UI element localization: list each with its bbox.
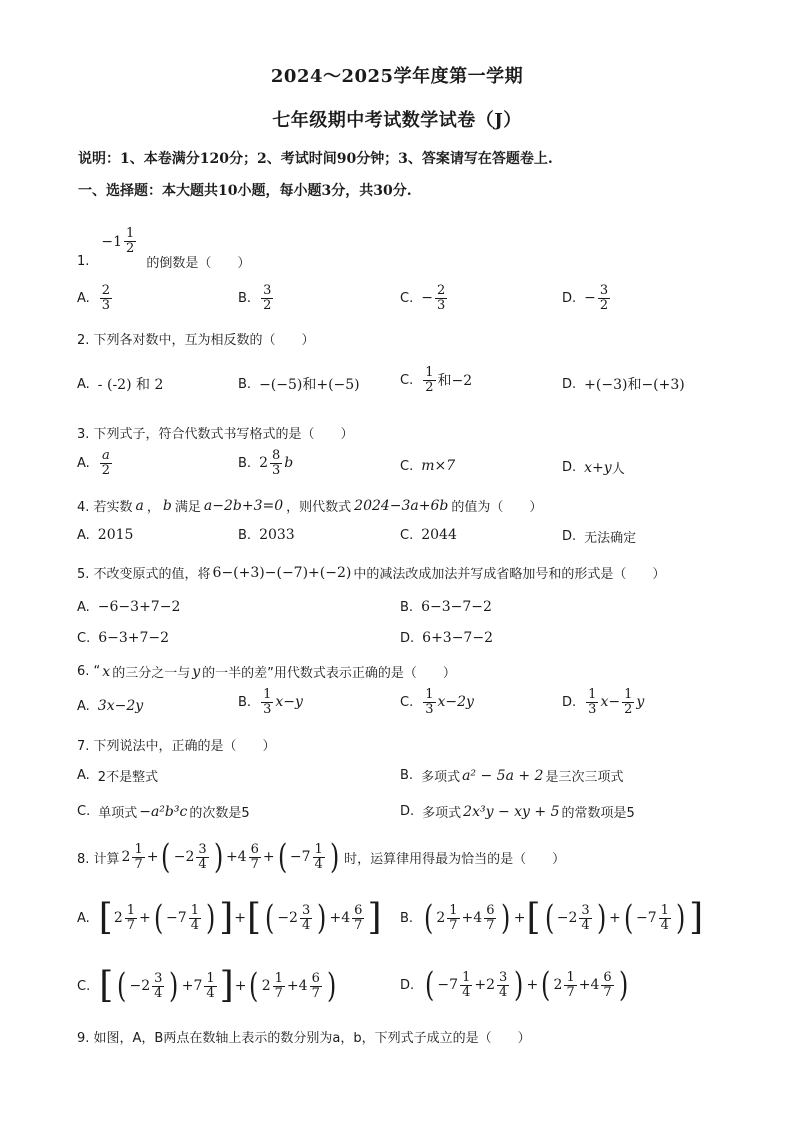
question-3: 3. 下列式子，符合代数式书写格式的是（ ）	[77, 427, 354, 442]
question-6: 6. “ x 的三分之一与 y 的一半的差”用代数式表示正确的是（ ）	[77, 663, 456, 681]
q6-option-a[interactable]: A. 3x−2y	[77, 698, 144, 714]
q4-option-b[interactable]: B. 2033	[238, 527, 295, 543]
q7-option-d[interactable]: D. 多项式 2x³y − xy + 5 的常数项是5	[400, 803, 635, 821]
q6-option-c[interactable]: C. $\frac{1}{3}$ x−2y	[400, 687, 474, 717]
q7-option-a[interactable]: A. 2不是整式	[77, 768, 159, 785]
q3-option-d[interactable]: D. x+y 人	[562, 459, 625, 477]
mixed-number: −1 $\frac{1}{2}$	[101, 226, 135, 256]
q8-option-c[interactable]: C. [ ( −2 $\frac{3}{4}$ ) + 7 $\frac{1}{4}$ ] + ( 2 $\frac{1}{7}$ + 4 $\frac{6}{7}$ )	[77, 965, 337, 1006]
question-number: 1.	[77, 254, 90, 269]
q2-option-b[interactable]: B. −(−5)和+(−5)	[238, 376, 360, 393]
question-5: 5. 不改变原式的值，将 6−(+3)−(−7)+(−2) 中的减法改成加法并写成省略加号和的形式是（ ）	[77, 564, 666, 582]
q5-option-d[interactable]: D. 6+3−7−2	[400, 630, 493, 646]
q6-option-d[interactable]: D. $\frac{1}{3}$ x− $\frac{1}{2}$ y	[562, 687, 645, 717]
q1-option-c[interactable]: C. − $\frac{2}{3}$	[400, 283, 446, 313]
q5-option-b[interactable]: B. 6−3−7−2	[400, 599, 492, 615]
exam-notes: 说明：1、本卷满分120分；2、考试时间90分钟；3、答案请写在答题卷上.	[78, 151, 553, 167]
q3-option-a[interactable]: A. $\frac{a}{2}$	[77, 448, 111, 478]
q4-option-d[interactable]: D. 无法确定	[562, 529, 637, 546]
question-8: 8. 计算 2 $\frac{1}{7}$ + ( −2 $\frac{3}{4}$ ) + 4 $\frac{6}{7}$ + ( −7 $\frac{1}{4}$ ) 时，运算律用得最为恰当的是（ ）	[77, 837, 566, 877]
exam-title-line2: 七年级期中考试数学试卷（J）	[272, 110, 522, 131]
q6-option-b[interactable]: B. $\frac{1}{3}$ x−y	[238, 687, 303, 717]
q2-option-a[interactable]: A. - (-2) 和 2	[77, 376, 164, 393]
question-4: 4. 若实数 a ， b 满足 a−2b+3=0 ，则代数式 2024−3a+6b 的值为（ ）	[77, 497, 543, 515]
q7-option-c[interactable]: C. 单项式 −a²b³c 的次数是5	[77, 803, 250, 821]
q4-option-a[interactable]: A. 2015	[77, 527, 134, 543]
q8-option-a[interactable]: A. [ 2 $\frac{1}{7}$ + ( −7 $\frac{1}{4}$ ) ] + [ ( −2 $\frac{3}{4}$ ) + 4 $\frac{6}{7}$ ]	[77, 897, 382, 938]
question-7: 7. 下列说法中，正确的是（ ）	[77, 739, 276, 754]
q1-option-b[interactable]: B. $\frac{3}{2}$	[238, 283, 272, 313]
q8-option-b[interactable]: B. ( 2 $\frac{1}{7}$ + 4 $\frac{6}{7}$ ) + [ ( −2 $\frac{3}{4}$ ) + ( −7 $\frac{1}{4}$ ) ]	[400, 897, 704, 938]
q2-option-d[interactable]: D. +(−3)和−(+3)	[562, 376, 685, 393]
question-1	[77, 226, 250, 271]
q4-option-c[interactable]: C. 2044	[400, 527, 457, 543]
question-2: 2. 下列各对数中，互为相反数的（ ）	[77, 333, 315, 348]
q1-option-d[interactable]: D. − $\frac{3}{2}$	[562, 283, 609, 313]
q5-option-c[interactable]: C. 6−3+7−2	[77, 630, 170, 646]
exam-title-line1: 2024～2025学年度第一学期	[270, 66, 524, 87]
q8-option-d[interactable]: D. ( −7 $\frac{1}{4}$ + 2 $\frac{3}{4}$ ) + ( 2 $\frac{1}{7}$ + 4 $\frac{6}{7}$ )	[400, 965, 628, 1005]
q3-option-b[interactable]: B. 2 $\frac{8}{3}$ b	[238, 448, 294, 478]
q7-option-b[interactable]: B. 多项式 a² − 5a + 2 是三次三项式	[400, 767, 624, 785]
q5-option-a[interactable]: A. −6−3+7−2	[77, 599, 181, 615]
question-text: 的倒数是（ ）	[146, 256, 251, 271]
q2-option-c[interactable]: C. $\frac{1}{2}$ 和−2	[400, 365, 473, 395]
q1-option-a[interactable]: A. $\frac{2}{3}$	[77, 283, 111, 313]
q8-expression: 2 $\frac{1}{7}$ + ( −2 $\frac{3}{4}$ ) + 4 $\frac{6}{7}$ + ( −7 $\frac{1}{4}$ )	[121, 837, 340, 877]
q3-option-c[interactable]: C. m×7	[400, 458, 456, 474]
section-heading: 一、选择题：本大题共10小题，每小题3分，共30分.	[78, 183, 412, 199]
question-9: 9. 如图，A，B两点在数轴上表示的数分别为a，b，下列式子成立的是（ ）	[77, 1031, 531, 1046]
